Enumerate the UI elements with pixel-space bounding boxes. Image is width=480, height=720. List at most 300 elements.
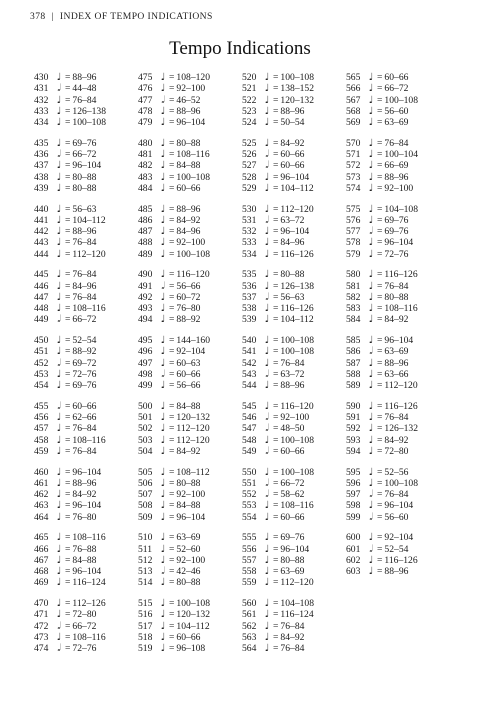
tempo-range: 84–96 (72, 280, 97, 292)
index-entry (34, 269, 96, 280)
quarter-note-icon: ♩ (56, 335, 62, 346)
entry-number: 548 (242, 434, 257, 446)
entry-number: 550 (242, 466, 257, 478)
equals-sign: = (169, 335, 175, 346)
quarter-note-icon: ♩ (56, 248, 62, 260)
equals-sign: = (169, 598, 175, 609)
tempo-range: 100–108 (384, 94, 418, 106)
index-entry (242, 478, 304, 489)
equals-sign: = (65, 83, 71, 95)
equals-sign: = (377, 171, 383, 183)
equals-sign: = (169, 160, 175, 172)
entry-number: 521 (242, 83, 257, 95)
index-entry (34, 160, 101, 171)
entry-number: 513 (138, 566, 153, 577)
index-entry (346, 489, 408, 500)
entry-number: 433 (34, 105, 49, 117)
tempo-range: 108–116 (72, 532, 106, 544)
index-entry (138, 269, 210, 280)
equals-sign: = (377, 203, 383, 215)
equals-sign: = (65, 160, 71, 172)
equals-sign: = (273, 445, 279, 457)
quarter-note-icon: ♩ (56, 500, 62, 512)
tempo-range: 112–120 (72, 248, 106, 260)
quarter-note-icon: ♩ (160, 412, 166, 423)
entry-number: 590 (346, 400, 361, 412)
equals-sign: = (273, 357, 279, 369)
entry-number: 463 (34, 500, 49, 512)
quarter-note-icon: ♩ (264, 598, 270, 609)
quarter-note-icon: ♩ (56, 566, 62, 577)
entry-number: 442 (34, 226, 49, 237)
index-entry (138, 183, 200, 194)
entry-number: 571 (346, 149, 361, 160)
quarter-note-icon: ♩ (160, 400, 166, 412)
tempo-range: 92–100 (280, 412, 310, 423)
tempo-range: 96–104 (72, 466, 102, 478)
entry-number: 454 (34, 380, 49, 391)
tempo-range: 60–66 (384, 72, 409, 83)
equals-sign: = (65, 500, 71, 512)
index-entry (242, 412, 309, 423)
equals-sign: = (273, 643, 279, 654)
index-entry (34, 215, 106, 226)
quarter-note-icon: ♩ (56, 598, 62, 609)
tempo-range: 80–88 (280, 554, 305, 566)
tempo-range: 80–88 (280, 269, 305, 281)
equals-sign: = (273, 72, 279, 83)
index-entry (138, 566, 200, 577)
index-entry (34, 226, 96, 237)
quarter-note-icon: ♩ (56, 577, 62, 589)
quarter-note-icon: ♩ (264, 269, 270, 281)
tempo-range: 44–48 (72, 83, 97, 95)
equals-sign: = (169, 434, 175, 446)
index-entry (242, 544, 309, 555)
tempo-range: 100–108 (176, 248, 210, 260)
equals-sign: = (273, 400, 279, 412)
tempo-range: 112–120 (176, 423, 210, 435)
equals-sign: = (273, 105, 279, 117)
tempo-range: 96–104 (280, 171, 310, 183)
entry-number: 518 (138, 631, 153, 643)
half-note-icon: 𝅗𝅥 (265, 423, 269, 435)
entry-number: 434 (34, 117, 49, 128)
quarter-note-icon: ♩ (56, 609, 62, 621)
quarter-note-icon: ♩ (56, 291, 62, 303)
tempo-range: 69–76 (72, 137, 97, 149)
entry-number: 559 (242, 577, 257, 589)
quarter-note-icon: ♩ (368, 291, 374, 303)
quarter-note-icon: ♩ (160, 291, 166, 303)
entry-number: 510 (138, 532, 153, 544)
tempo-range: 108–116 (384, 303, 418, 314)
tempo-range: 88–96 (176, 203, 201, 215)
equals-sign: = (377, 543, 383, 555)
quarter-note-icon: ♩ (368, 105, 374, 117)
entry-number: 449 (34, 314, 49, 326)
index-entry (34, 149, 96, 160)
entry-number: 466 (34, 543, 49, 555)
quarter-note-icon: ♩ (264, 171, 270, 183)
entry-number: 507 (138, 489, 153, 500)
entry-number: 535 (242, 269, 257, 281)
entry-number: 537 (242, 291, 257, 303)
entry-number: 432 (34, 94, 49, 106)
tempo-range: 100–108 (176, 598, 210, 609)
entry-number: 431 (34, 83, 49, 95)
index-entry (34, 358, 96, 369)
equals-sign: = (377, 445, 383, 457)
index-entry (242, 237, 304, 248)
index-entry (138, 412, 210, 423)
half-note-icon: 𝅗𝅥 (265, 477, 269, 489)
index-entry (242, 369, 304, 380)
entry-number: 591 (346, 412, 361, 423)
entry-number: 546 (242, 412, 257, 423)
half-note-icon: 𝅗𝅥 (265, 291, 269, 303)
equals-sign: = (273, 226, 279, 237)
entry-number: 464 (34, 511, 49, 523)
index-entry (138, 335, 210, 346)
entry-number: 599 (346, 511, 361, 523)
equals-sign: = (273, 500, 279, 512)
entry-number: 508 (138, 500, 153, 512)
quarter-note-icon: ♩ (56, 226, 62, 237)
index-entry (138, 632, 200, 643)
index-entry (346, 532, 413, 543)
tempo-range: 108–116 (72, 303, 106, 314)
tempo-range: 112–120 (384, 380, 418, 391)
equals-sign: = (377, 117, 383, 128)
equals-sign: = (273, 511, 279, 523)
quarter-note-icon: ♩ (368, 83, 374, 95)
entry-number: 557 (242, 554, 257, 566)
quarter-note-icon: ♩ (264, 226, 270, 237)
entry-number: 573 (346, 171, 361, 183)
index-entry (34, 632, 106, 643)
equals-sign: = (377, 532, 383, 544)
tempo-range: 63–72 (280, 368, 305, 380)
quarter-note-icon: ♩ (160, 314, 166, 326)
equals-sign: = (65, 214, 71, 226)
index-entry (138, 609, 210, 620)
quarter-note-icon: ♩ (160, 269, 166, 281)
tempo-range: 69–76 (280, 532, 305, 544)
index-entry (138, 358, 200, 369)
index-entry (138, 106, 200, 117)
index-entry (242, 555, 304, 566)
half-note-icon: 𝅗𝅥 (265, 160, 269, 172)
entry-number: 488 (138, 237, 153, 249)
tempo-range: 88–96 (384, 566, 409, 577)
tempo-range: 96–104 (72, 566, 102, 577)
entry-number: 585 (346, 335, 361, 346)
entry-number: 545 (242, 400, 257, 412)
equals-sign: = (273, 423, 279, 435)
tempo-range: 116–126 (384, 554, 418, 566)
index-entry (34, 183, 96, 194)
entry-number: 582 (346, 291, 361, 303)
tempo-range: 120–132 (280, 94, 314, 106)
entry-number: 480 (138, 137, 153, 149)
entry-number: 482 (138, 160, 153, 172)
index-entry (34, 292, 96, 303)
entry-number: 456 (34, 412, 49, 423)
index-entry (138, 292, 200, 303)
half-note-icon: 𝅗𝅥 (57, 149, 61, 160)
index-entry (138, 643, 205, 654)
index-entry (346, 183, 413, 194)
page-title: Tempo Indications (169, 38, 311, 59)
entry-number: 485 (138, 203, 153, 215)
index-entry (34, 303, 106, 314)
entry-number: 558 (242, 566, 257, 577)
entry-number: 583 (346, 303, 361, 314)
equals-sign: = (65, 400, 71, 412)
tempo-range: 84–88 (176, 400, 201, 412)
entry-number: 524 (242, 117, 257, 128)
tempo-range: 56–63 (72, 203, 97, 215)
tempo-range: 88–96 (176, 105, 201, 117)
tempo-range: 100–108 (280, 434, 314, 446)
equals-sign: = (377, 105, 383, 117)
equals-sign: = (169, 303, 175, 314)
quarter-note-icon: ♩ (264, 511, 270, 523)
equals-sign: = (377, 368, 383, 380)
equals-sign: = (65, 335, 71, 346)
quarter-note-icon: ♩ (264, 105, 270, 117)
quarter-note-icon: ♩ (368, 477, 374, 489)
entry-number: 596 (346, 477, 361, 489)
quarter-note-icon: ♩ (368, 532, 374, 544)
quarter-note-icon: ♩ (56, 631, 62, 643)
entry-number: 581 (346, 280, 361, 292)
quarter-note-icon: ♩ (264, 643, 270, 654)
tempo-range: 72–76 (72, 368, 97, 380)
equals-sign: = (65, 577, 71, 589)
tempo-range: 72–80 (384, 445, 409, 457)
header-divider: | (51, 11, 54, 22)
index-entry (34, 621, 96, 632)
equals-sign: = (65, 434, 71, 446)
equals-sign: = (65, 566, 71, 577)
index-entry (138, 237, 205, 248)
entry-number: 476 (138, 83, 153, 95)
quarter-note-icon: ♩ (56, 214, 62, 226)
equals-sign: = (169, 466, 175, 478)
equals-sign: = (169, 577, 175, 589)
tempo-range: 116–120 (280, 400, 314, 412)
tempo-range: 76–84 (280, 643, 305, 654)
entry-number: 525 (242, 137, 257, 149)
half-note-icon: 𝅗𝅥 (265, 445, 269, 457)
quarter-note-icon: ♩ (56, 412, 62, 423)
index-entry (346, 412, 408, 423)
index-entry (138, 369, 200, 380)
equals-sign: = (377, 314, 383, 326)
index-entry (34, 314, 96, 325)
quarter-note-icon: ♩ (264, 620, 270, 632)
entry-number: 534 (242, 248, 257, 260)
index-entry (346, 423, 418, 434)
index-entry (346, 172, 408, 183)
entry-number: 517 (138, 620, 153, 632)
entry-number: 569 (346, 117, 361, 128)
tempo-range: 84–92 (280, 137, 305, 149)
index-entry (34, 435, 106, 446)
tempo-range: 80–88 (384, 291, 409, 303)
tempo-range: 80–88 (72, 171, 97, 183)
entry-number: 501 (138, 412, 153, 423)
equals-sign: = (169, 643, 175, 654)
index-entry (34, 117, 106, 128)
quarter-note-icon: ♩ (264, 346, 270, 358)
entry-number: 479 (138, 117, 153, 128)
tempo-range: 76–84 (72, 269, 97, 281)
index-entry (138, 249, 210, 260)
tempo-range: 88–96 (72, 72, 97, 83)
tempo-range: 88–96 (384, 357, 409, 369)
quarter-note-icon: ♩ (264, 577, 270, 589)
equals-sign: = (273, 269, 279, 281)
equals-sign: = (377, 489, 383, 500)
quarter-note-icon: ♩ (160, 554, 166, 566)
quarter-note-icon: ♩ (160, 643, 166, 654)
entry-number: 578 (346, 237, 361, 249)
tempo-range: 76–80 (176, 303, 201, 314)
quarter-note-icon: ♩ (160, 248, 166, 260)
quarter-note-icon: ♩ (264, 357, 270, 369)
equals-sign: = (273, 182, 279, 194)
index-entry (34, 598, 106, 609)
tempo-range: 108–120 (176, 72, 210, 83)
tempo-range: 88–96 (280, 105, 305, 117)
quarter-note-icon: ♩ (368, 137, 374, 149)
index-entry (242, 598, 314, 609)
entry-number: 457 (34, 423, 49, 435)
index-entry (242, 358, 304, 369)
equals-sign: = (65, 412, 71, 423)
entry-number: 500 (138, 400, 153, 412)
index-entry (34, 489, 96, 500)
equals-sign: = (65, 357, 71, 369)
index-entry (34, 249, 106, 260)
quarter-note-icon: ♩ (160, 532, 166, 544)
tempo-range: 66–72 (72, 620, 97, 632)
index-entry (242, 106, 304, 117)
entry-number: 461 (34, 477, 49, 489)
quarter-note-icon: ♩ (264, 554, 270, 566)
tempo-range: 80–88 (72, 182, 97, 194)
equals-sign: = (169, 368, 175, 380)
tempo-range: 69–76 (384, 226, 409, 237)
index-entry (346, 237, 413, 248)
entry-number: 511 (138, 543, 153, 555)
index-entry (34, 467, 101, 478)
index-entry (138, 204, 200, 215)
tempo-range: 96–108 (176, 643, 206, 654)
quarter-note-icon: ♩ (368, 280, 374, 292)
quarter-note-icon: ♩ (160, 237, 166, 249)
equals-sign: = (169, 554, 175, 566)
quarter-note-icon: ♩ (264, 335, 270, 346)
tempo-range: 112–120 (280, 203, 314, 215)
quarter-note-icon: ♩ (160, 72, 166, 83)
index-entry (346, 467, 408, 478)
entry-number: 589 (346, 380, 361, 391)
tempo-range: 84–92 (176, 445, 201, 457)
index-entry (346, 303, 418, 314)
entry-number: 436 (34, 149, 49, 160)
entry-number: 458 (34, 434, 49, 446)
tempo-range: 84–92 (280, 631, 305, 643)
equals-sign: = (169, 357, 175, 369)
index-entry (346, 215, 408, 226)
tempo-range: 126–132 (384, 423, 418, 435)
entry-number: 565 (346, 72, 361, 83)
equals-sign: = (273, 609, 279, 621)
tempo-range: 144–160 (176, 335, 210, 346)
index-entry (34, 423, 96, 434)
index-entry (34, 544, 96, 555)
tempo-range: 63–72 (280, 214, 305, 226)
entry-number: 594 (346, 445, 361, 457)
entry-number: 478 (138, 105, 153, 117)
entry-number: 475 (138, 72, 153, 83)
equals-sign: = (65, 303, 71, 314)
entry-number: 560 (242, 598, 257, 609)
entry-number: 580 (346, 269, 361, 281)
tempo-range: 108–116 (72, 434, 106, 446)
tempo-range: 126–138 (72, 105, 106, 117)
quarter-note-icon: ♩ (56, 160, 62, 172)
entry-number: 505 (138, 466, 153, 478)
index-entry (34, 106, 106, 117)
equals-sign: = (65, 291, 71, 303)
tempo-range: 66–72 (280, 477, 305, 489)
tempo-range: 88–92 (176, 314, 201, 326)
tempo-range: 76–84 (72, 237, 97, 249)
tempo-range: 80–88 (176, 137, 201, 149)
tempo-range: 76–88 (72, 543, 97, 555)
equals-sign: = (169, 543, 175, 555)
entry-number: 562 (242, 620, 257, 632)
equals-sign: = (65, 280, 71, 292)
index-entry (242, 83, 314, 94)
entry-number: 502 (138, 423, 153, 435)
quarter-note-icon: ♩ (56, 171, 62, 183)
entry-number: 539 (242, 314, 257, 326)
index-entry (34, 609, 96, 620)
entry-number: 592 (346, 423, 361, 435)
equals-sign: = (169, 117, 175, 128)
index-entry (346, 544, 408, 555)
equals-sign: = (169, 226, 175, 237)
index-entry (34, 138, 96, 149)
tempo-range: 92–100 (176, 554, 206, 566)
entry-number: 493 (138, 303, 153, 314)
entry-number: 595 (346, 466, 361, 478)
quarter-note-icon: ♩ (160, 171, 166, 183)
index-entry (346, 555, 418, 566)
index-entry (34, 532, 106, 543)
tempo-range: 92–100 (176, 489, 206, 500)
quarter-note-icon: ♩ (56, 203, 62, 215)
equals-sign: = (273, 94, 279, 106)
quarter-note-icon: ♩ (368, 380, 374, 391)
entry-number: 541 (242, 346, 257, 358)
